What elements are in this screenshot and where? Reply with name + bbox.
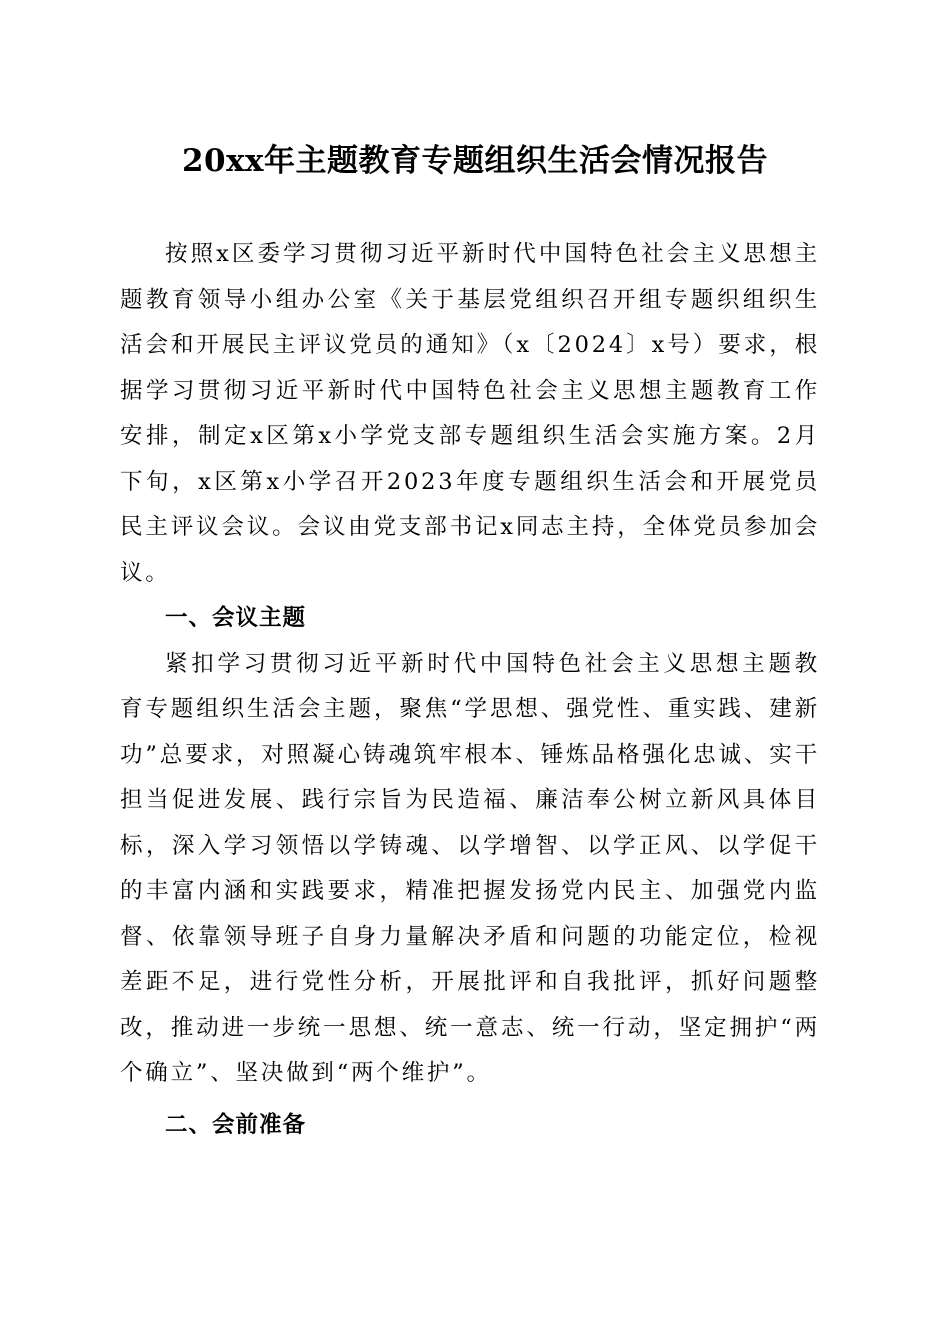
section-paragraph-meeting-theme: 紧扣学习贯彻习近平新时代中国特色社会主义思想主题教育专题组织生活会主题，聚焦“学思想、强党性、重实践、建新功”总要求，对照凝心铸魂筑牢根本、锤炼品格强化忠诚、实干担当促进发展、践行宗旨为民造福、廉洁奉公树立新风具体目标，深入学习领悟以学铸魂、以学增智、以学正风、以学促干的丰富内涵和实践要求，精准把握发扬党内民主、加强党内监督、依靠领导班子自身力量解决矛盾和问题的功能定位，检视差距不足，进行党性分析，开展批评和自我批评，抓好问题整改，推动进一步统一思想、统一意志、统一行动，坚定拥护“两个确立”、坚决做到“两个维护”。 [120, 650, 820, 1086]
document-body [120, 232, 820, 1148]
document-title: 20xx年主题教育专题组织生活会情况报告 [181, 143, 769, 179]
section-heading-meeting-theme: 一、会议主题 [165, 605, 307, 631]
intro-paragraph: 按照x区委学习贯彻习近平新时代中国特色社会主义思想主题教育领导小组办公室《关于基层党组织召开组专题织组织生活会和开展民主评议党员的通知》（x〔2024〕x号）要求，根据学习贯彻习近平新时代中国特色社会主义思想主题教育工作安排，制定x区第x小学党支部专题组织生活会实施方案。2月下旬，x区第x小学召开2023年度专题组织生活会和开展党员民主评议会议。会议由党支部书记x同志主持，全体党员参加会议。 [120, 241, 820, 586]
section-heading-preparation: 二、会前准备 [165, 1111, 307, 1138]
